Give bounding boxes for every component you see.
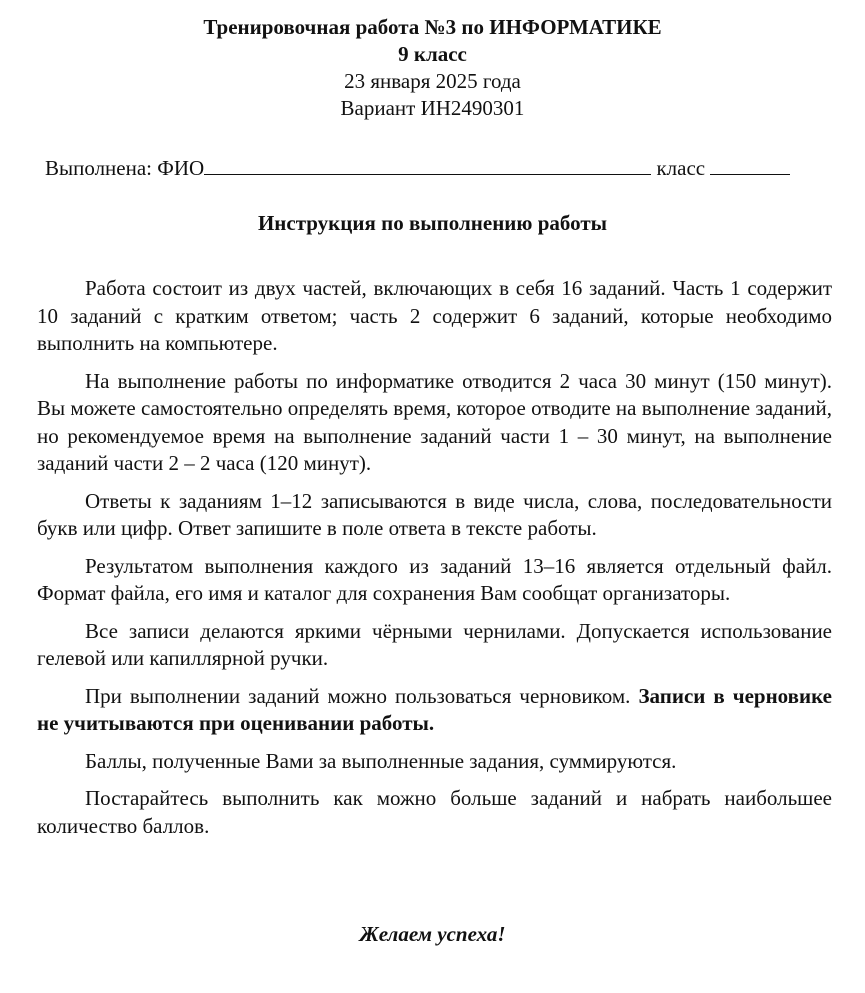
paragraph-bold-note: Записи в черновике не учитываются при оценивании работы.	[37, 683, 832, 735]
exam-date: 23 января 2025 года	[344, 69, 521, 93]
instruction-paragraph	[37, 368, 832, 478]
paragraph-text: Ответы к заданиям 1–12 записываются в виде числа, слова, последовательности букв или цифр. Ответ запишите в поле ответа в тексте работы.	[37, 488, 832, 540]
class-blank	[710, 154, 790, 175]
instruction-paragraph	[37, 275, 832, 358]
instruction-paragraph	[37, 618, 832, 673]
instruction-paragraph	[37, 785, 832, 840]
paragraph-text: Баллы, полученные Вами за выполненные задания, суммируются.	[85, 748, 677, 773]
paragraph-text: Все записи делаются яркими чёрными чернилами. Допускается использование гелевой или капиллярной ручки.	[37, 618, 832, 670]
student-info-line	[45, 154, 835, 182]
document-title: Тренировочная работа №3 по ИНФОРМАТИКЕ	[203, 15, 662, 39]
paragraph-text: При выполнении заданий можно пользоваться черновиком.	[85, 683, 639, 708]
grade-label: 9 класс	[398, 42, 467, 66]
paragraph-text: Постарайтесь выполнить как можно больше заданий и набрать наибольшее количество баллов.	[37, 786, 832, 838]
completed-by-label: Выполнена: ФИО	[45, 156, 205, 180]
class-label: класс	[656, 156, 706, 180]
variant-label: Вариант ИН2490301	[340, 96, 525, 120]
instruction-paragraph	[37, 553, 832, 608]
instruction-paragraph	[37, 488, 832, 543]
paragraph-text: Результатом выполнения каждого из заданий 13–16 является отдельный файл. Формат файла, его имя и каталог для сохранения Вам сообщат организаторы.	[37, 553, 832, 605]
instructions-title: Инструкция по выполнению работы	[257, 211, 608, 235]
instructions-body	[37, 275, 832, 850]
instruction-paragraph	[37, 748, 832, 776]
closing-wish: Желаем успеха!	[359, 922, 506, 946]
instruction-paragraph	[37, 683, 832, 738]
paragraph-text: Работа состоит из двух частей, включающих в себя 16 заданий. Часть 1 содержит 10 заданий с кратким ответом; часть 2 содержит 6 заданий, которые необходимо выполнить на компьютере.	[37, 276, 832, 355]
student-name-blank	[204, 154, 651, 175]
paragraph-text: На выполнение работы по информатике отводится 2 часа 30 минут (150 минут). Вы можете самостоятельно определять время, которое отводите на выполнение заданий, но рекомендуемое время на выполнение заданий части 1 – 30 минут, на выполнение заданий части 2 – 2 часа (120 минут).	[37, 368, 832, 475]
document-header	[0, 14, 865, 122]
